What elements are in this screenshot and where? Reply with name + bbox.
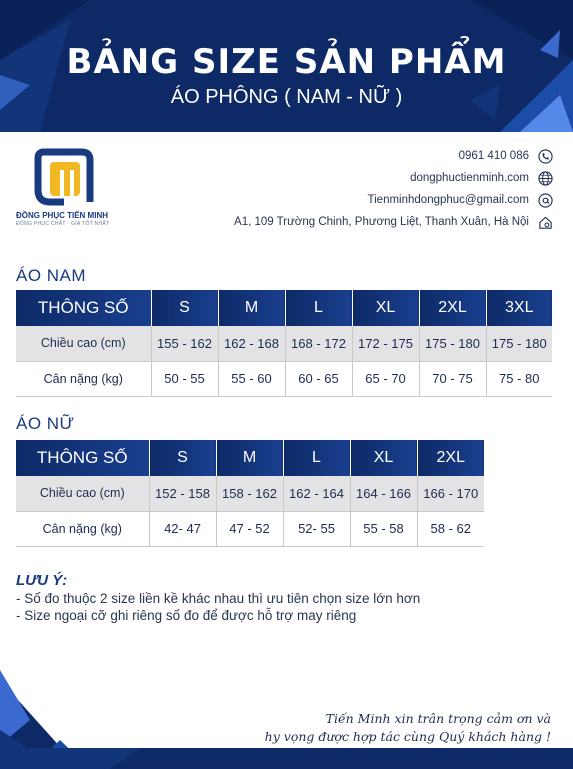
- table-cell: 58 - 62: [417, 511, 484, 546]
- men-header-2xl: 2XL: [419, 290, 486, 326]
- women-header-l: L: [283, 440, 350, 476]
- note-heading: LƯU Ý:: [16, 572, 68, 589]
- table-cell: 162 - 168: [218, 326, 285, 361]
- table-cell: 55 - 60: [218, 361, 285, 396]
- at-icon: [537, 192, 553, 208]
- table-cell: 70 - 75: [419, 361, 486, 396]
- table-cell: 175 - 180: [486, 326, 552, 361]
- table-cell: 162 - 164: [283, 476, 350, 511]
- contact-website: [234, 167, 553, 189]
- address-text: A1, 109 Trường Chinh, Phương Liệt, Thanh Xuân, Hà Nội: [234, 216, 529, 228]
- note-line: - Size ngoại cỡ ghi riêng số đo để được hỗ trợ may riêng: [16, 608, 357, 623]
- company-logo: [16, 148, 126, 238]
- men-header-xl: XL: [352, 290, 419, 326]
- thanks-line-2: hy vọng được hợp tác cùng Quý khách hàng !: [264, 729, 551, 744]
- women-header-row: [16, 440, 484, 476]
- table-cell: 175 - 180: [419, 326, 486, 361]
- table-cell: 47 - 52: [216, 511, 283, 546]
- table-cell: 155 - 162: [151, 326, 218, 361]
- table-row: [16, 361, 552, 396]
- website-text[interactable]: dongphuctienminh.com: [410, 172, 529, 184]
- page-subtitle: ÁO PHÔNG ( NAM - NỮ ): [170, 86, 403, 108]
- women-header-m: M: [216, 440, 283, 476]
- globe-icon: [537, 170, 553, 186]
- men-height-label: Chiều cao (cm): [16, 326, 151, 361]
- table-cell: 168 - 172: [285, 326, 352, 361]
- women-size-table: [16, 440, 484, 547]
- footer-banner: [0, 660, 573, 769]
- table-cell: 52- 55: [283, 511, 350, 546]
- logo-brand-text: ĐỒNG PHỤC TIẾN MINH: [16, 211, 108, 220]
- men-header-3xl: 3XL: [486, 290, 552, 326]
- table-cell: 158 - 162: [216, 476, 283, 511]
- contact-address: [234, 211, 553, 233]
- table-cell: 152 - 158: [149, 476, 216, 511]
- table-cell: 75 - 80: [486, 361, 552, 396]
- women-section-title: ÁO NỮ: [16, 414, 75, 433]
- women-weight-label: Cân nặng (kg): [16, 511, 149, 546]
- phone-text[interactable]: 0961 410 086: [458, 150, 529, 162]
- page-title: BẢNG SIZE SẢN PHẨM: [66, 42, 507, 82]
- men-header-m: M: [218, 290, 285, 326]
- men-header-param: THÔNG SỐ: [16, 290, 151, 326]
- table-cell: 42- 47: [149, 511, 216, 546]
- table-row: [16, 511, 484, 546]
- table-cell: 60 - 65: [285, 361, 352, 396]
- men-weight-label: Cân nặng (kg): [16, 361, 151, 396]
- header-banner: [0, 0, 573, 132]
- table-cell: 166 - 170: [417, 476, 484, 511]
- table-cell: 55 - 58: [350, 511, 417, 546]
- women-header-2xl: 2XL: [417, 440, 484, 476]
- table-row: [16, 476, 484, 511]
- logo-mark-icon: [34, 148, 94, 208]
- contact-info: [234, 145, 553, 233]
- table-cell: 172 - 175: [352, 326, 419, 361]
- contact-email: [234, 189, 553, 211]
- men-header-l: L: [285, 290, 352, 326]
- women-header-param: THÔNG SỐ: [16, 440, 149, 476]
- contact-phone: [234, 145, 553, 167]
- table-cell: 50 - 55: [151, 361, 218, 396]
- email-text[interactable]: Tienminhdongphuc@gmail.com: [367, 194, 529, 206]
- location-icon: [537, 214, 553, 230]
- note-section: [16, 572, 420, 624]
- men-header-row: [16, 290, 552, 326]
- men-size-table: [16, 290, 552, 397]
- table-cell: 164 - 166: [350, 476, 417, 511]
- men-section-title: ÁO NAM: [16, 266, 87, 285]
- logo-tagline: ĐỒNG PHỤC CHẤT · GIÁ TỐT NHẤT: [16, 221, 110, 227]
- women-header-xl: XL: [350, 440, 417, 476]
- men-header-s: S: [151, 290, 218, 326]
- thank-you-message: [265, 710, 551, 746]
- table-cell: 65 - 70: [352, 361, 419, 396]
- note-line: - Số đo thuộc 2 size liền kề khác nhau thì ưu tiên chọn size lớn hơn: [16, 591, 421, 606]
- table-row: [16, 326, 552, 361]
- thanks-line-1: Tiến Minh xin trân trọng cảm ơn và: [325, 711, 551, 726]
- phone-icon: [537, 148, 553, 164]
- women-header-s: S: [149, 440, 216, 476]
- women-height-label: Chiều cao (cm): [16, 476, 149, 511]
